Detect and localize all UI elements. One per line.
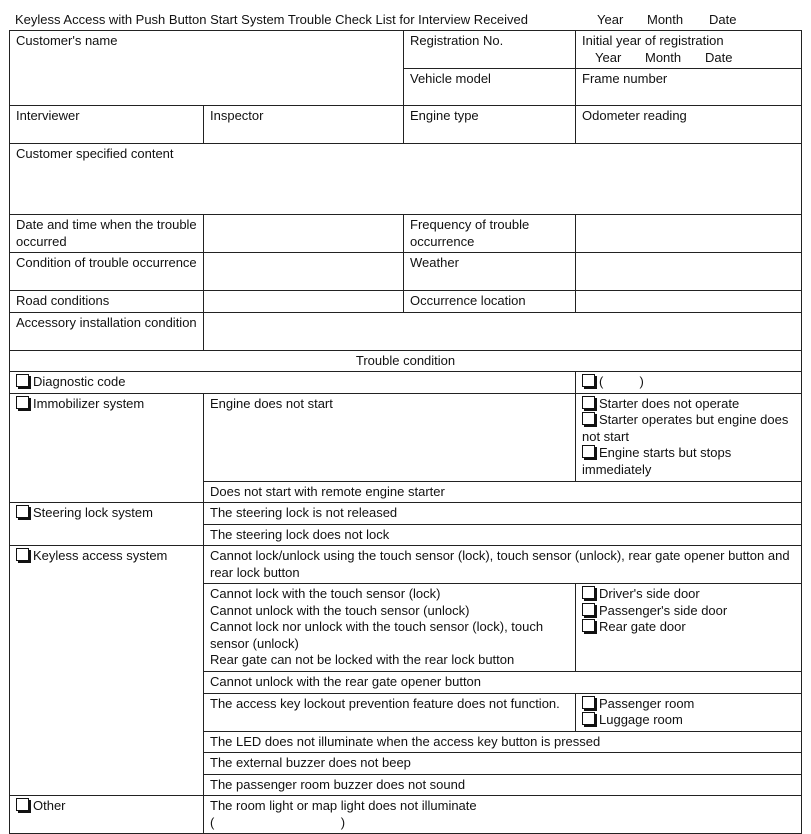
- header-year: Year: [597, 12, 624, 27]
- door-options: [576, 584, 802, 672]
- vehicle-model-label: Vehicle model: [410, 71, 491, 86]
- led-row: The LED does not illuminate when the access key button is pressed: [204, 731, 802, 753]
- rear-gate-unlock-row: Cannot unlock with the rear gate opener button: [204, 671, 802, 693]
- initial-year-field[interactable]: [576, 31, 802, 69]
- keyless-checkbox[interactable]: [16, 548, 29, 561]
- trouble-condition-heading: Trouble condition: [10, 350, 802, 372]
- registration-no-field[interactable]: [404, 31, 576, 69]
- lockout-row: The access key lockout prevention feature does not function.: [204, 693, 576, 731]
- option-passenger-room: [582, 696, 795, 713]
- trouble-check-list: [9, 8, 801, 834]
- weather-value[interactable]: [576, 253, 802, 291]
- location-label: Occurrence location: [404, 291, 576, 313]
- engine-not-start-label: Engine does not start: [204, 393, 576, 481]
- header-date: Date: [709, 12, 737, 27]
- option-starts-then-stops: [582, 445, 795, 478]
- diagnostic-code-cell: [10, 372, 576, 394]
- initial-year-label: Initial year of registration: [582, 33, 724, 48]
- odometer-label: Odometer reading: [582, 108, 687, 123]
- immobilizer-options: [576, 393, 802, 481]
- initial-year-sub: [582, 50, 795, 67]
- diagnostic-code-checkbox[interactable]: [16, 374, 29, 387]
- room-buzzer-row: The passenger room buzzer does not sound: [204, 774, 802, 796]
- diagnostic-code-label: Diagnostic code: [33, 374, 126, 389]
- frame-number-field[interactable]: [576, 69, 802, 106]
- rear-gate-door-label: Rear gate door: [599, 619, 686, 634]
- initial-year-year: Year: [595, 49, 622, 65]
- form-title: Keyless Access with Push Button Start System Trouble Check List for Interview Received: [15, 12, 528, 27]
- keyless-cell: [10, 546, 204, 796]
- initial-year-month: Month: [645, 49, 682, 65]
- steering-label: Steering lock system: [33, 505, 153, 520]
- form-header: [9, 8, 801, 30]
- condition-label: Condition of trouble occurrence: [10, 253, 204, 291]
- accessory-label: Accessory installation condition: [10, 312, 204, 350]
- keyless-label: Keyless access system: [33, 548, 168, 563]
- steering-not-released: The steering lock is not released: [204, 503, 802, 525]
- check-table: [9, 30, 802, 834]
- steering-checkbox[interactable]: [16, 505, 29, 518]
- road-value[interactable]: [204, 291, 404, 313]
- header-month: Month: [647, 12, 684, 27]
- option-rear-gate-door: [582, 619, 795, 636]
- initial-year-date: Date: [705, 49, 733, 65]
- remote-starter-row: Does not start with remote engine starter: [204, 481, 802, 503]
- date-time-value[interactable]: [204, 215, 404, 253]
- option-driver-door: [582, 586, 795, 603]
- starts-then-stops-label: Engine starts but stops immediately: [582, 445, 732, 477]
- customers-name-label: Customer's name: [16, 33, 118, 48]
- passenger-room-label: Passenger room: [599, 695, 695, 711]
- registration-no-label: Registration No.: [410, 33, 504, 48]
- diagnostic-extra-checkbox[interactable]: [582, 374, 595, 387]
- option-passenger-door: [582, 603, 795, 620]
- interviewer-label: Interviewer: [16, 108, 80, 123]
- accessory-value[interactable]: [204, 312, 802, 350]
- driver-door-checkbox[interactable]: [582, 586, 595, 599]
- condition-value[interactable]: [204, 253, 404, 291]
- odometer-field[interactable]: [576, 106, 802, 144]
- starter-operates-checkbox[interactable]: [582, 412, 595, 425]
- starts-then-stops-checkbox[interactable]: [582, 445, 595, 458]
- interviewer-field[interactable]: [10, 106, 204, 144]
- room-light-cell: [204, 796, 802, 834]
- steering-cell: [10, 503, 204, 546]
- ext-buzzer-row: The external buzzer does not beep: [204, 753, 802, 775]
- vehicle-model-field[interactable]: [404, 69, 576, 106]
- customer-content-label: Customer specified content: [16, 146, 174, 161]
- immobilizer-checkbox[interactable]: [16, 396, 29, 409]
- keyless-group: [204, 584, 576, 672]
- immobilizer-cell: [10, 393, 204, 503]
- frequency-value[interactable]: [576, 215, 802, 253]
- rear-gate-door-checkbox[interactable]: [582, 619, 595, 632]
- option-starter-not-operate: [582, 396, 795, 413]
- room-light-label: The room light or map light does not illuminate: [210, 798, 477, 813]
- diagnostic-paren-cell: [576, 372, 802, 394]
- room-options: [576, 693, 802, 731]
- keyless-cannot-all: Cannot lock/unlock using the touch sensor (lock), touch sensor (unlock), rear gate opener button and rear lock button: [204, 546, 802, 584]
- steering-not-lock: The steering lock does not lock: [204, 524, 802, 546]
- other-cell: [10, 796, 204, 834]
- road-label: Road conditions: [10, 291, 204, 313]
- other-label: Other: [33, 798, 66, 813]
- cannot-lock-nor-unlock: Cannot lock nor unlock with the touch sensor (lock), touch sensor (unlock): [210, 619, 544, 651]
- starter-operates-label: Starter operates but engine does not start: [582, 412, 789, 444]
- starter-not-operate-label: Starter does not operate: [599, 395, 740, 411]
- starter-not-operate-checkbox[interactable]: [582, 396, 595, 409]
- weather-label: Weather: [404, 253, 576, 291]
- engine-type-label: Engine type: [410, 108, 479, 123]
- frequency-label: Frequency of trouble occurrence: [404, 215, 576, 253]
- cannot-unlock-touch: Cannot unlock with the touch sensor (unlock): [210, 602, 470, 618]
- customers-name-field[interactable]: [10, 31, 404, 106]
- frame-number-label: Frame number: [582, 71, 668, 86]
- option-luggage-room: [582, 712, 795, 729]
- passenger-room-checkbox[interactable]: [582, 696, 595, 709]
- cannot-lock-touch: Cannot lock with the touch sensor (lock): [210, 586, 441, 601]
- rear-gate-not-locked: Rear gate can not be locked with the rear lock button: [210, 652, 515, 667]
- inspector-field[interactable]: [204, 106, 404, 144]
- room-light-paren[interactable]: ( ): [210, 814, 346, 830]
- other-checkbox[interactable]: [16, 798, 29, 811]
- diagnostic-paren: ( ): [599, 374, 644, 389]
- location-value[interactable]: [576, 291, 802, 313]
- option-starter-operates: [582, 412, 795, 445]
- luggage-room-label: Luggage room: [599, 712, 683, 727]
- luggage-room-checkbox[interactable]: [582, 712, 595, 725]
- passenger-door-label: Passenger's side door: [599, 602, 728, 618]
- date-time-label: Date and time when the trouble occurred: [10, 215, 204, 253]
- passenger-door-checkbox[interactable]: [582, 603, 595, 616]
- inspector-label: Inspector: [210, 108, 264, 123]
- immobilizer-label: Immobilizer system: [33, 395, 145, 411]
- engine-type-field[interactable]: [404, 106, 576, 144]
- driver-door-label: Driver's side door: [599, 586, 700, 601]
- customer-content-field[interactable]: [10, 144, 802, 215]
